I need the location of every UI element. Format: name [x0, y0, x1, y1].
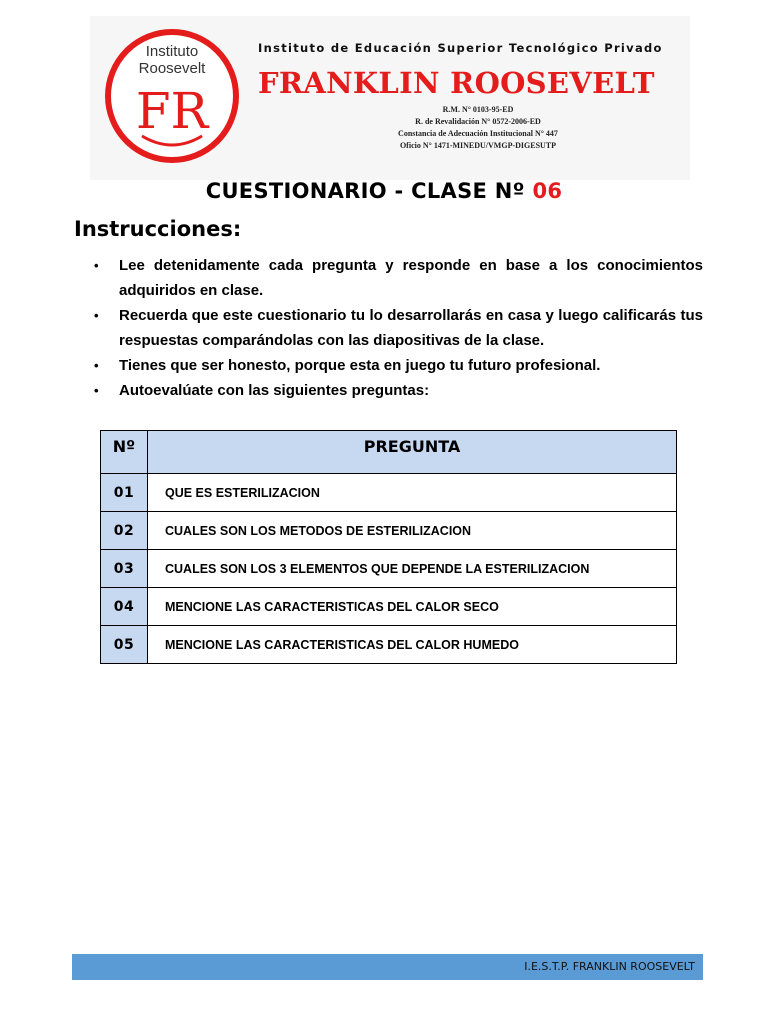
bullet-icon: • [94, 308, 99, 323]
table-row [101, 550, 677, 588]
instruction-text: Lee detenidamente cada pregunta y responde en base a los conocimientos adquiridos en clase. [119, 257, 703, 299]
registration-line: R.M. N° 0103-95-ED [442, 105, 514, 114]
footer-text: I.E.S.T.P. FRANKLIN ROOSEVELT [524, 960, 695, 973]
question-text: MENCIONE LAS CARACTERISTICAS DEL CALOR SECO [148, 588, 677, 626]
institute-logo [102, 26, 242, 166]
list-item [94, 378, 703, 403]
page-footer [72, 954, 703, 980]
list-item [94, 303, 703, 353]
question-number: 01 [101, 474, 148, 512]
question-number: 03 [101, 550, 148, 588]
column-header-number: Nº [101, 431, 148, 474]
bullet-icon: • [94, 383, 99, 398]
question-number: 02 [101, 512, 148, 550]
list-item [94, 253, 703, 303]
question-text: CUALES SON LOS 3 ELEMENTOS QUE DEPENDE LA ESTERILIZACION [148, 550, 677, 588]
title-prefix: CUESTIONARIO - CLASE Nº [205, 179, 525, 203]
institute-type-line: Instituto de Educación Superior Tecnológico Privado [258, 41, 663, 55]
logo-monogram: FR [135, 82, 209, 140]
table-row [101, 474, 677, 512]
registration-line: R. de Revalidación N° 0572-2006-ED [415, 117, 541, 126]
class-number: 06 [532, 179, 563, 203]
instruction-text: Tienes que ser honesto, porque esta en juego tu futuro profesional. [119, 357, 601, 374]
table-header-row [101, 431, 677, 474]
logo-text-line2: Roosevelt [138, 60, 206, 77]
instruction-text: Autoevalúate con las siguientes preguntas: [119, 382, 430, 399]
letterhead [90, 16, 690, 180]
bullet-icon: • [94, 258, 99, 273]
question-text: MENCIONE LAS CARACTERISTICAS DEL CALOR HUMEDO [148, 626, 677, 664]
bullet-icon: • [94, 358, 99, 373]
registration-line: Oficio N° 1471-MINEDU/VMGP-DIGESUTP [399, 141, 557, 150]
instructions-heading: Instrucciones: [74, 217, 242, 241]
registration-line: Constancia de Adecuación Institucional N° 447 [398, 129, 558, 138]
instructions-list [94, 253, 703, 403]
brand-name: FRANKLIN ROOSEVELT [258, 66, 655, 100]
column-header-question: PREGUNTA [148, 431, 677, 474]
question-number: 04 [101, 588, 148, 626]
table-row [101, 588, 677, 626]
table-row [101, 512, 677, 550]
question-number: 05 [101, 626, 148, 664]
table-row [101, 626, 677, 664]
question-text: CUALES SON LOS METODOS DE ESTERILIZACION [148, 512, 677, 550]
page-title [0, 179, 768, 203]
logo-text-line1: Instituto [145, 43, 199, 60]
questions-table [100, 430, 677, 664]
question-text: QUE ES ESTERILIZACION [148, 474, 677, 512]
instruction-text: Recuerda que este cuestionario tu lo desarrollarás en casa y luego calificarás tus respuestas comparándolas con las diapositivas de la clase. [119, 307, 703, 349]
list-item [94, 353, 703, 378]
